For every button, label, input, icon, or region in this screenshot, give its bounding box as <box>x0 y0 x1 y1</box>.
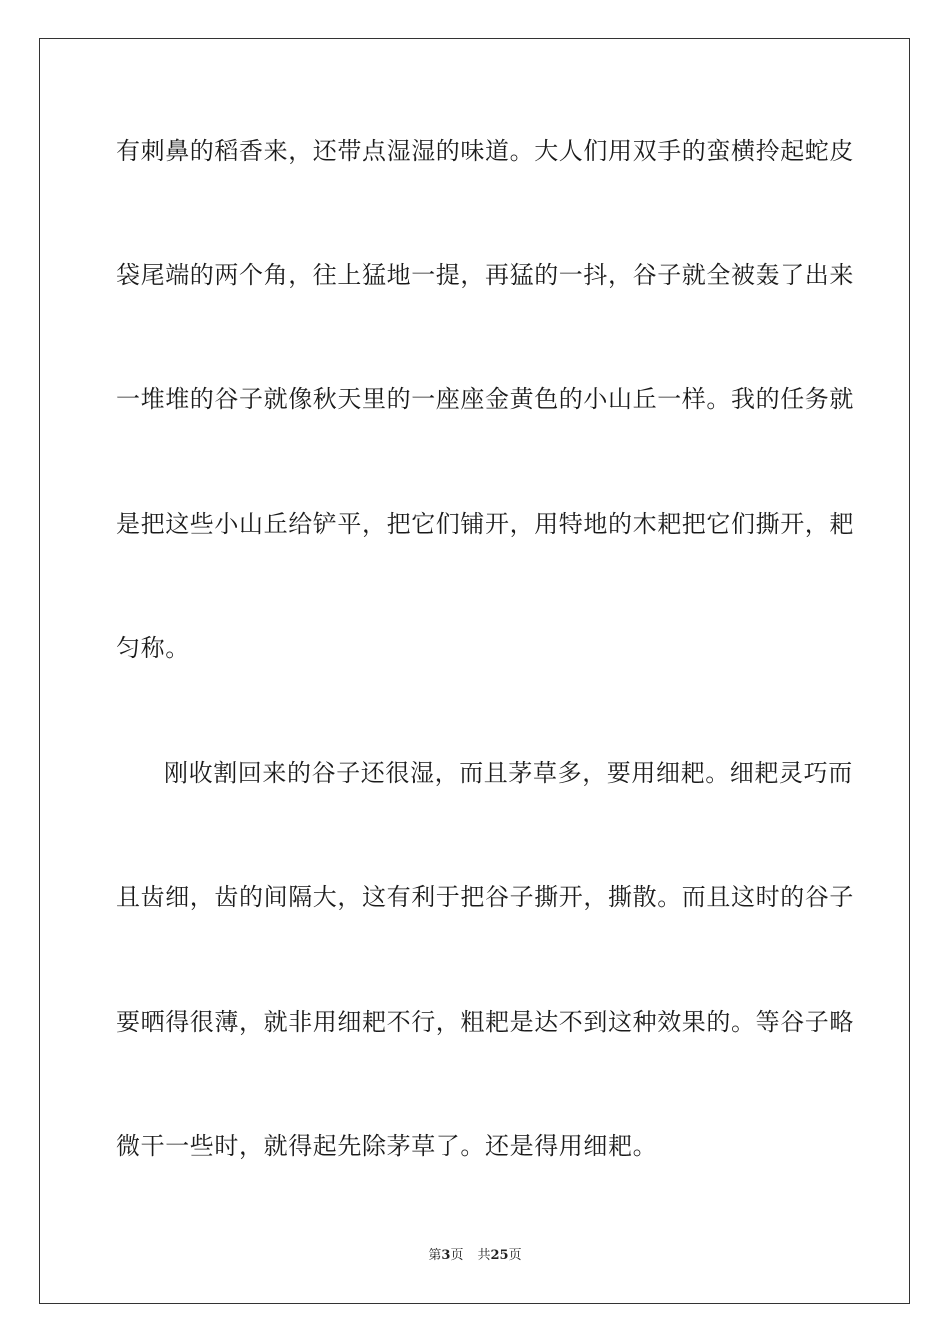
text-line: 微干一些时，就得起先除茅草了。还是得用细耙。 <box>116 1132 658 1160</box>
text-line: 匀称。 <box>116 634 190 662</box>
text-line: 有刺鼻的稻香来，还带点湿湿的味道。大人们用双手的蛮横拎起蛇皮 <box>116 137 854 165</box>
total-page-number: 25 <box>490 1248 509 1263</box>
page-number <box>428 1248 463 1263</box>
text-line: 袋尾端的两个角，往上猛地一提，再猛的一抖，谷子就全被轰了出来 <box>116 261 854 289</box>
text-line: 刚收割回来的谷子还很湿，而且茅草多，要用细耙。细耙灵巧而 <box>164 759 853 787</box>
total-suffix: 页 <box>508 1248 522 1263</box>
page-suffix: 页 <box>450 1248 464 1263</box>
text-line: 要晒得很薄，就非用细耙不行，粗耙是达不到这种效果的。等谷子略 <box>116 1008 854 1036</box>
page-footer <box>0 1247 950 1265</box>
current-page-number: 3 <box>441 1248 451 1263</box>
page-prefix: 第 <box>428 1248 442 1263</box>
page-border <box>39 38 910 1304</box>
page-total <box>477 1248 521 1263</box>
total-prefix: 共 <box>477 1248 491 1263</box>
text-line: 且齿细，齿的间隔大，这有利于把谷子撕开，撕散。而且这时的谷子 <box>116 883 854 911</box>
text-line: 一堆堆的谷子就像秋天里的一座座金黄色的小山丘一样。我的任务就 <box>116 385 854 413</box>
text-line: 是把这些小山丘给铲平，把它们铺开，用特地的木耙把它们撕开，耙 <box>116 510 854 538</box>
